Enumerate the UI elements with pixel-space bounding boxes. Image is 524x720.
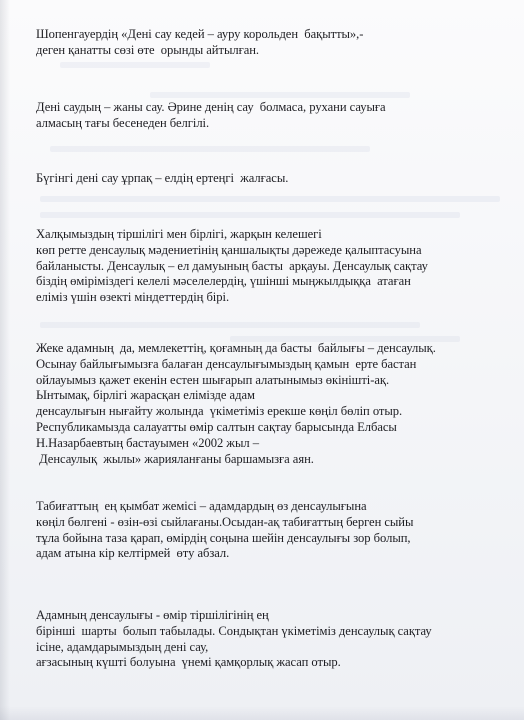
text-line: бірінші шарты болып табылады. Сондықтан үкіметіміз денсаулық сақтау bbox=[36, 623, 432, 638]
text-line: Адамның денсаулығы - өмір тіршілігінің ең bbox=[36, 608, 269, 622]
text-line: Денсаулық жылы» жарияланғаны баршамызға аян. bbox=[36, 451, 314, 466]
text-line: Табиғаттың ең қымбат жемісі – адамдардың өз денсаулығына bbox=[36, 499, 367, 513]
show-through-mark bbox=[60, 62, 210, 68]
page-edge-shadow bbox=[0, 0, 10, 720]
paragraph-1 bbox=[36, 27, 506, 59]
show-through-mark bbox=[50, 146, 370, 152]
show-through-mark bbox=[150, 92, 410, 98]
text-line: алмасың тағы бесенеден белгілі. bbox=[36, 115, 210, 130]
text-line: адам атына кір келтірмей өту абзал. bbox=[36, 546, 230, 561]
paragraph-4 bbox=[36, 227, 506, 306]
paragraph-3 bbox=[36, 171, 506, 187]
paragraph-5 bbox=[36, 341, 506, 467]
text-line: тұла бойына таза қарап, өмірдің соңына шейін денсаулығы зор болып, bbox=[36, 530, 411, 545]
text-line: көп ретте денсаулық мәдениетінің қаншалықты дәрежеде қалыптасуына bbox=[36, 242, 422, 257]
text-line: Н.Назарбаевтың бастауымен «2002 жыл – bbox=[36, 435, 259, 450]
text-line: Жеке адамның да, мемлекеттің, қоғамның да басты байлығы – денсаулық. bbox=[36, 341, 436, 355]
show-through-mark bbox=[40, 322, 420, 328]
text-line: Республикамызда салауатты өмір салтын сақтау барысында Елбасы bbox=[36, 419, 397, 434]
text-line: біздің өмірімiздегі келелі мәселелердің, үшінші мыңжылдыққа атаған bbox=[36, 274, 411, 289]
text-line: байланысты. Денсаулық – ел дамуының басты арқауы. Денсаулық сақтау bbox=[36, 258, 428, 273]
page-bottom-shadow bbox=[0, 706, 524, 720]
text-line: еліміз үшін өзекті міндеттердің бірі. bbox=[36, 290, 230, 305]
show-through-mark bbox=[40, 196, 500, 202]
text-line: ойлауымыз қажет екенін естен шығарып алатынымыз өкінішті-ақ. bbox=[36, 372, 390, 387]
text-line: Дені саудың – жаны сау. Әрине денің сау болмаса, рухани сауыға bbox=[36, 100, 386, 114]
text-line: Бүгінгі дені сау ұрпақ – елдің ертеңгі жалғасы. bbox=[36, 171, 289, 185]
paragraph-2 bbox=[36, 100, 506, 132]
text-line: Ынтымақ, бірлігі жарасқан елімізде адам bbox=[36, 388, 255, 403]
text-line: көңіл бөлгені - өзін-өзі сыйлағаны.Осыдан-ақ табиғаттың берген сыйы bbox=[36, 514, 414, 529]
text-line: Халқымыздың тіршілігі мен бірлігі, жарқын келешегі bbox=[36, 227, 322, 241]
text-line: ағзасының күшті болуына үнемі қамқорлық жасап отыр. bbox=[36, 655, 341, 670]
text-line: денсаулығын нығайту жолында үкіметіміз ерекше көңіл бөліп отыр. bbox=[36, 404, 403, 419]
paragraph-6 bbox=[36, 499, 506, 562]
text-line: деген қанатты сөзі өте орынды айтылған. bbox=[36, 42, 260, 57]
paragraph-7 bbox=[36, 608, 506, 671]
text-line: Осынау байлығымызға балаған денсаулығымыздың қамын ерте бастан bbox=[36, 356, 417, 371]
show-through-mark bbox=[40, 212, 460, 218]
text-line: ісіне, адамдарымыздың дені сау, bbox=[36, 639, 209, 654]
text-line: Шопенгауердің «Дені сау кедей – ауру корольден бақытты»,- bbox=[36, 27, 364, 41]
